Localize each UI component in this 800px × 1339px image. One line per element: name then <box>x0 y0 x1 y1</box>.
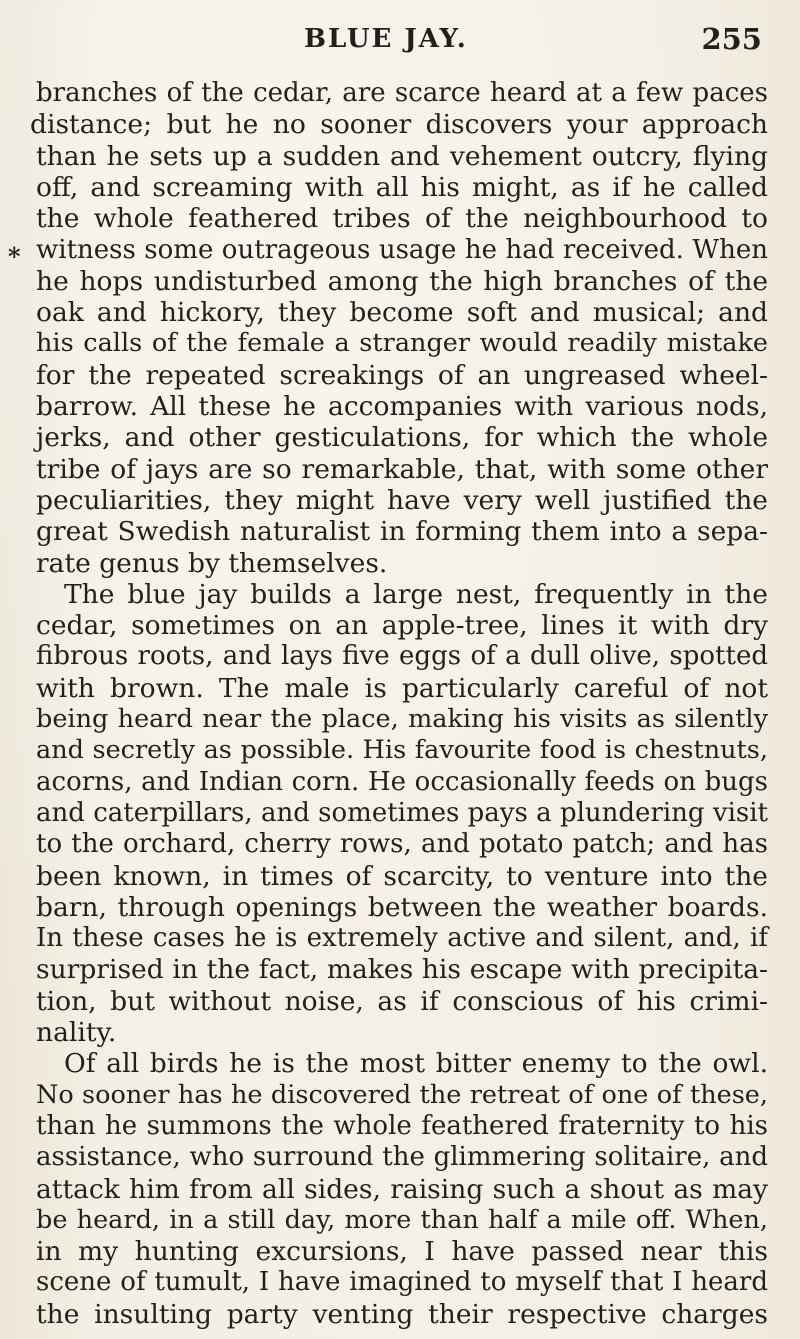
text-line: branches of the cedar, are scarce heard at a few paces <box>36 78 768 108</box>
text-line: he hops undisturbed among the high branches of the <box>36 266 768 297</box>
text-line: Of all birds he is the most bitter enemy to the owl. <box>64 1048 768 1079</box>
text-line: with brown. The male is particularly careful of not <box>36 673 768 704</box>
text-line: fibrous roots, and lays five eggs of a dull olive, spotted <box>36 641 768 671</box>
text-line: off, and screaming with all his might, as if he called <box>36 172 768 203</box>
text-line: In these cases he is extremely active and silent, and, if <box>36 923 768 953</box>
text-line: tribe of jays are so remarkable, that, with some other <box>36 454 768 485</box>
text-line: jerks, and other gesticulations, for which the whole <box>36 422 768 453</box>
text-line: cedar, sometimes on an apple-tree, lines it with dry <box>36 610 768 641</box>
text-line: No sooner has he discovered the retreat of one of these, <box>36 1080 768 1110</box>
text-line: tion, but without noise, as if conscious of his crimi- <box>36 986 768 1017</box>
text-line: oak and hickory, they become soft and musical; and <box>36 297 768 328</box>
text-line: The blue jay builds a large nest, frequently in the <box>64 579 768 610</box>
text-line: to the orchard, cherry rows, and potato patch; and has <box>36 829 768 859</box>
text-line: the insulting party venting their respective charges <box>36 1299 768 1330</box>
text-line: attack him from all sides, raising such a shout as may <box>36 1174 768 1205</box>
text-line: barrow. All these he accompanies with various nods, <box>36 391 768 422</box>
text-line: peculiarities, they might have very well justified the <box>36 485 768 516</box>
text-line: scene of tumult, I have imagined to myself that I heard <box>36 1267 768 1297</box>
margin-mark: * <box>8 242 21 271</box>
text-line: distance; but he no sooner discovers your approach <box>30 109 768 140</box>
text-line: barn, through openings between the weather boards. <box>36 892 768 923</box>
page-number: 255 <box>701 22 762 56</box>
text-line: for the repeated screakings of an ungreased wheel- <box>36 360 768 391</box>
text-line: in my hunting excursions, I have passed near this <box>36 1236 768 1267</box>
text-line: being heard near the place, making his visits as silently <box>36 704 768 734</box>
text-line: than he summons the whole feathered fraternity to his <box>36 1111 768 1141</box>
page-header <box>0 18 800 58</box>
text-line: rate genus by themselves. <box>36 548 388 579</box>
text-line: than he sets up a sudden and vehement outcry, flying <box>36 141 768 172</box>
running-head: BLUE JAY. <box>304 24 468 54</box>
text-line: nality. <box>36 1017 117 1048</box>
text-line: be heard, in a still day, more than half a mile off. When, <box>36 1205 768 1235</box>
text-line: the whole feathered tribes of the neighbourhood to <box>36 203 768 234</box>
text-line: witness some outrageous usage he had received. When <box>36 235 768 265</box>
text-line: and secretly as possible. His favourite food is chestnuts, <box>36 735 768 765</box>
text-line: great Swedish naturalist in forming them into a sepa- <box>36 516 768 547</box>
text-line: his calls of the female a stranger would readily mistake <box>36 328 768 358</box>
text-line: surprised in the fact, makes his escape with precipita- <box>36 954 768 985</box>
text-line: acorns, and Indian corn. He occasionally feeds on bugs <box>36 767 768 797</box>
text-line: assistance, who surround the glimmering solitaire, and <box>36 1142 768 1172</box>
text-line: been known, in times of scarcity, to venture into the <box>36 861 768 892</box>
text-line: and caterpillars, and sometimes pays a plundering visit <box>36 798 768 828</box>
